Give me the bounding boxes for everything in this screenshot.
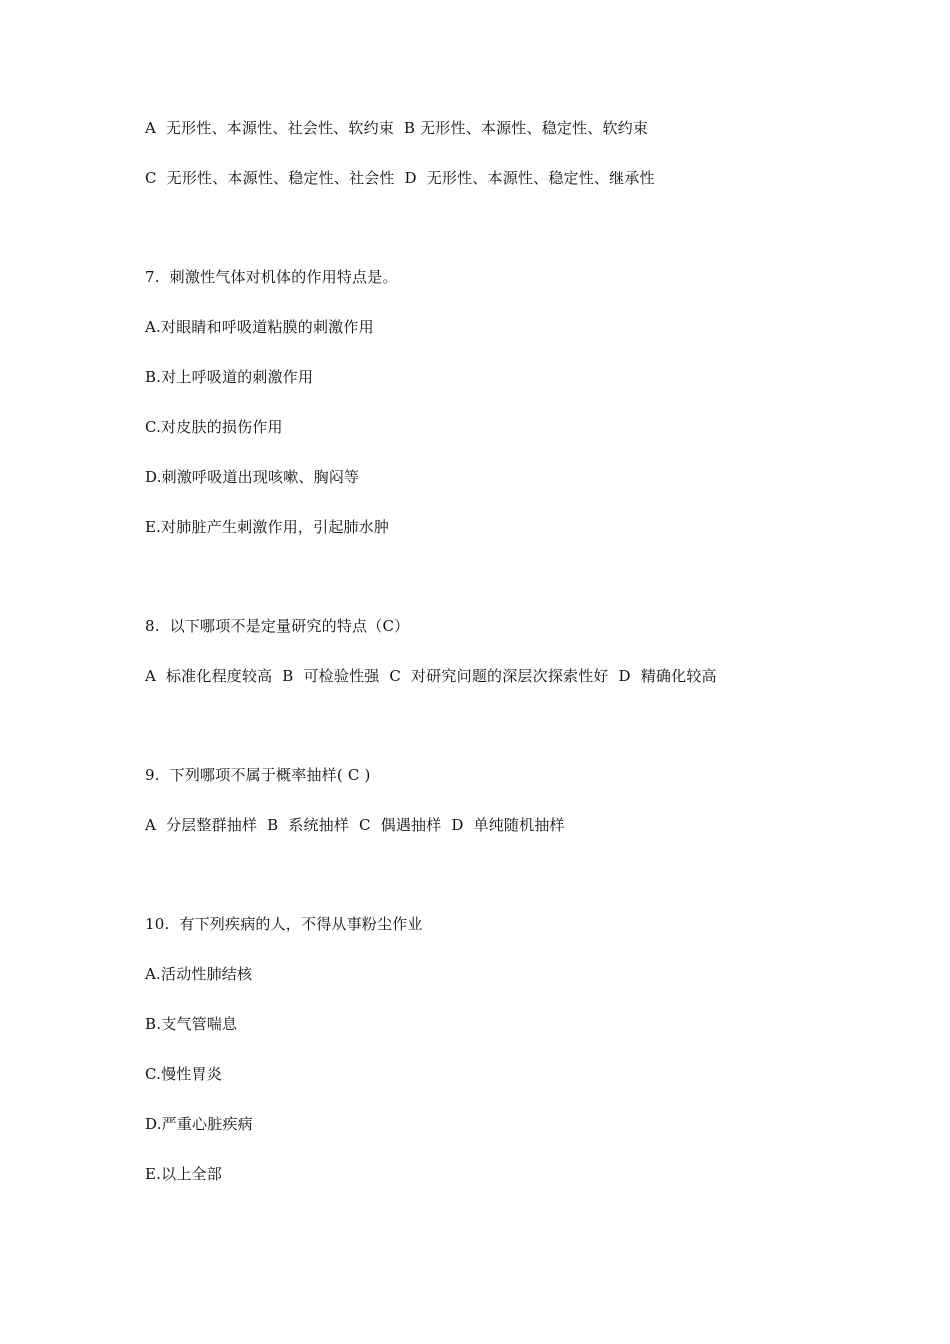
q7-option-b: B.对上呼吸道的刺激作用 (145, 368, 314, 386)
q6-options-c-d: C 无形性、本源性、稳定性、社会性 D 无形性、本源性、稳定性、继承性 (145, 169, 655, 187)
q9-question: 9. 下列哪项不属于概率抽样( C ) (145, 766, 371, 784)
q10-option-a: A.活动性肺结核 (145, 965, 253, 983)
q7-option-d: D.刺激呼吸道出现咳嗽、胸闷等 (145, 468, 360, 486)
q10-option-d: D.严重心脏疾病 (145, 1115, 253, 1133)
q8-question: 8. 以下哪项不是定量研究的特点（C） (145, 617, 410, 635)
q7-question: 7. 刺激性气体对机体的作用特点是。 (145, 268, 398, 286)
q10-question: 10. 有下列疾病的人，不得从事粉尘作业 (145, 915, 423, 933)
q10-option-c: C.慢性胃炎 (145, 1065, 222, 1083)
q8-options: A 标准化程度较高 B 可检验性强 C 对研究问题的深层次探索性好 D 精确化较高 (145, 667, 717, 685)
q9-options: A 分层整群抽样 B 系统抽样 C 偶遇抽样 D 单纯随机抽样 (145, 816, 565, 834)
q7-option-c: C.对皮肤的损伤作用 (145, 418, 283, 436)
q7-option-e: E.对肺脏产生刺激作用，引起肺水肿 (145, 518, 390, 536)
q6-options-a-b: A 无形性、本源性、社会性、软约束 B 无形性、本源性、稳定性、软约束 (145, 119, 649, 137)
q10-option-b: B.支气管喘息 (145, 1015, 238, 1033)
q7-option-a: A.对眼睛和呼吸道粘膜的刺激作用 (145, 318, 374, 336)
q10-option-e: E.以上全部 (145, 1165, 222, 1183)
